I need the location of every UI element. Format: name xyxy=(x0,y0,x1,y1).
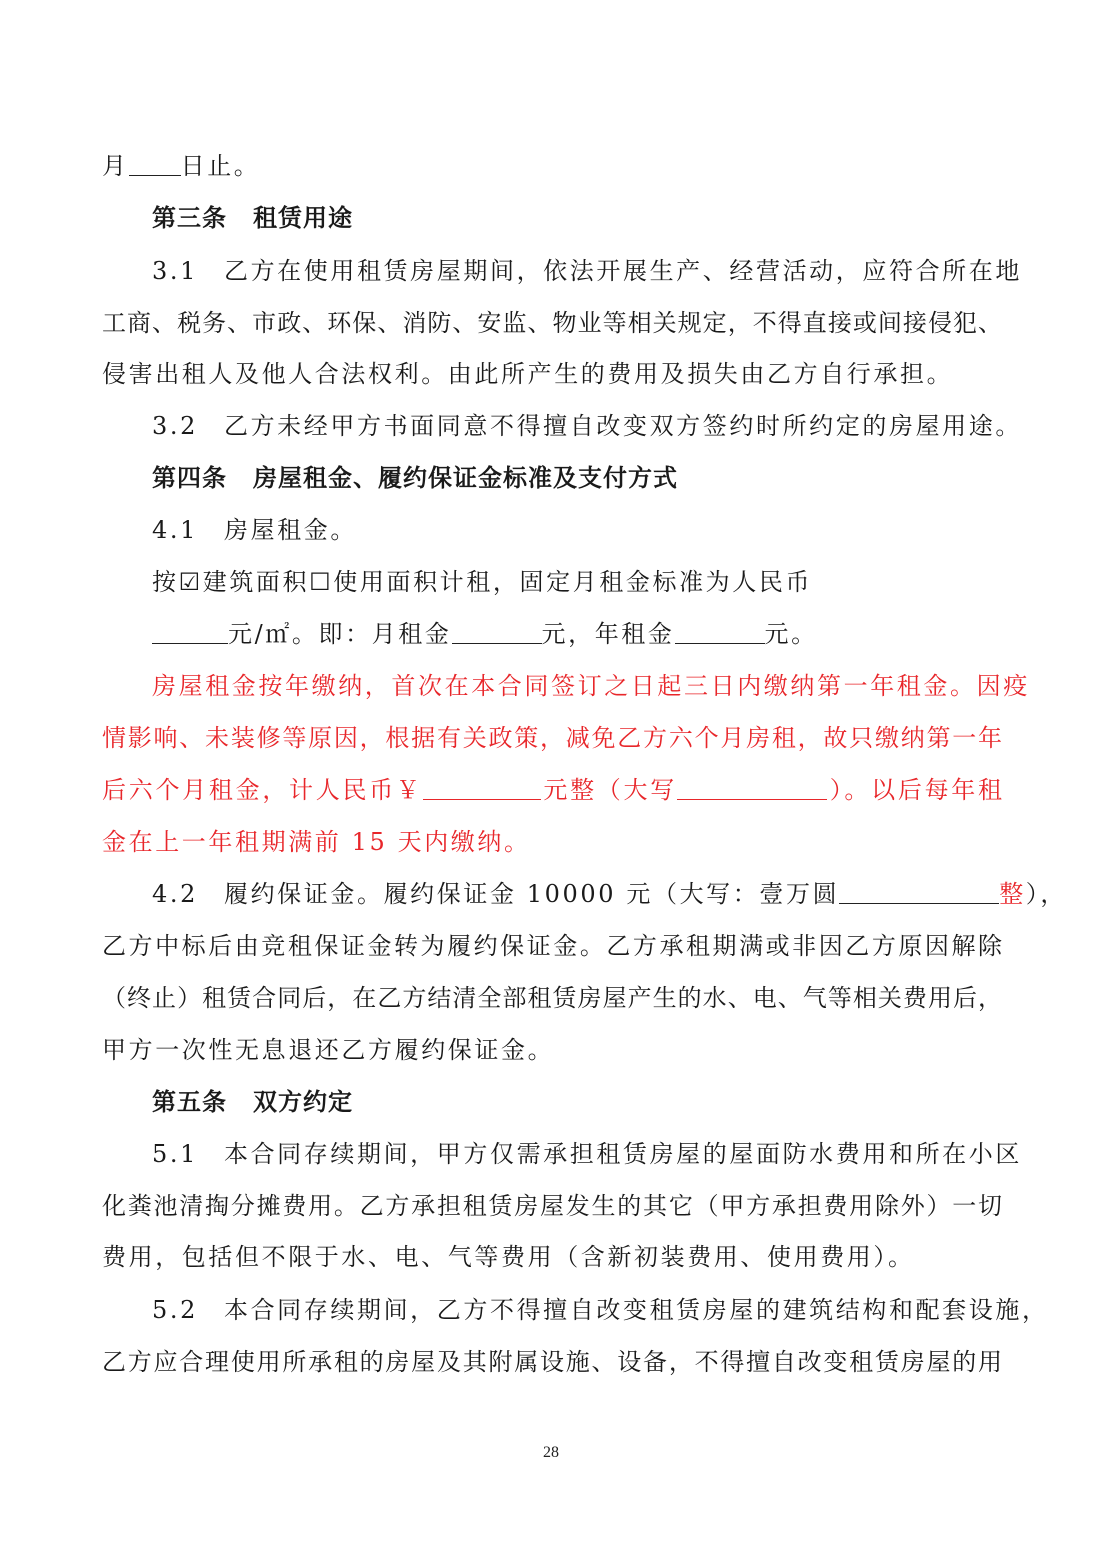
blank-amount xyxy=(423,775,541,800)
text: 建筑面积 xyxy=(202,568,310,596)
article-4-heading xyxy=(152,462,1052,494)
blank-annual-rent xyxy=(675,619,765,644)
article-number: 第五条 xyxy=(152,1087,227,1116)
clause-3-2-line-1 xyxy=(152,410,1022,442)
clause-3-1-line-3: 侵害出租人及他人合法权利。由此所产生的费用及损失由乙方自行承担。 xyxy=(102,360,954,388)
text: 本合同存续期间，甲方仅需承担租赁房屋的屋面防水费用和所在小区 xyxy=(223,1140,1022,1168)
clause-4-2-line-1 xyxy=(152,878,1067,910)
clause-4-2-line-4: 甲方一次性无息退还乙方履约保证金。 xyxy=(102,1036,555,1064)
article-name: 房屋租金、履约保证金标准及支付方式 xyxy=(253,463,678,492)
clause-number: 4.1 xyxy=(152,516,198,544)
clause-number: 3.1 xyxy=(152,257,198,285)
blank-monthly-rent xyxy=(452,619,542,644)
clause-number: 4.2 xyxy=(152,880,198,908)
text: 日止。 xyxy=(180,152,261,180)
text: 按 xyxy=(152,568,179,596)
red-note-line-4: 金在上一年租期满前 15 天内缴纳。 xyxy=(102,828,531,856)
article-3-heading xyxy=(152,202,1052,234)
clause-4-1-line-2 xyxy=(152,566,1052,598)
text: 乙方在使用租赁房屋期间，依法开展生产、经营活动，应符合所在地 xyxy=(223,257,1022,285)
text: 元。 xyxy=(764,620,818,648)
blank-deposit-words xyxy=(839,879,999,904)
clause-3-1-line-1 xyxy=(152,255,1022,287)
text: 房屋租金。 xyxy=(223,516,357,544)
article-5-heading xyxy=(152,1086,1052,1118)
clause-number: 5.2 xyxy=(152,1296,198,1324)
text: 后六个月租金，计人民币￥ xyxy=(102,776,423,804)
blank-amount-in-words xyxy=(677,775,827,800)
clause-3-1-line-2: 工商、税务、市政、环保、消防、安监、物业等相关规定，不得直接或间接侵犯、 xyxy=(102,309,1002,337)
article-name: 双方约定 xyxy=(253,1087,353,1116)
clause-5-1-line-2: 化粪池清掏分摊费用。乙方承担租赁房屋发生的其它（甲方承担费用除外）一切 xyxy=(102,1192,1002,1220)
page-number: 28 xyxy=(543,1444,559,1461)
text: 整 xyxy=(999,880,1026,908)
text: 元整（大写 xyxy=(540,776,677,804)
text: 乙方未经甲方书面同意不得擅自改变双方签约时所约定的房屋用途。 xyxy=(223,412,1022,440)
text: 使用面积计租，固定月租金标准为人民币 xyxy=(333,568,813,596)
text: 月 xyxy=(102,152,129,180)
article-number: 第四条 xyxy=(152,463,227,492)
line-end-date xyxy=(102,150,1002,182)
clause-number: 3.2 xyxy=(152,412,198,440)
text: 履约保证金。履约保证金 10000 元（大写：壹万圆 xyxy=(223,880,840,908)
clause-4-1-line-1 xyxy=(152,514,1052,546)
red-note-line-1: 房屋租金按年缴纳，首次在本合同签订之日起三日内缴纳第一年租金。因疫 xyxy=(152,672,1030,700)
red-note-line-3 xyxy=(102,774,1002,806)
clause-number: 5.1 xyxy=(152,1140,198,1168)
clause-4-2-line-3: （终止）租赁合同后，在乙方结清全部租赁房屋产生的水、电、气等相关费用后， xyxy=(102,984,1002,1012)
article-number: 第三条 xyxy=(152,203,227,232)
unchecked-checkbox-icon: ☐ xyxy=(309,568,334,596)
clause-5-1-line-1 xyxy=(152,1138,1022,1170)
clause-5-2-line-2: 乙方应合理使用所承租的房屋及其附属设施、设备，不得擅自改变租赁房屋的用 xyxy=(102,1348,1002,1376)
article-name: 租赁用途 xyxy=(253,203,353,232)
clause-5-2-line-1 xyxy=(152,1294,1049,1326)
text: 元，年租金 xyxy=(541,620,675,648)
text: ）， xyxy=(1025,880,1067,908)
text: 本合同存续期间，乙方不得擅自改变租赁房屋的建筑结构和配套设施， xyxy=(223,1296,1049,1324)
clause-4-2-line-2: 乙方中标后由竞租保证金转为履约保证金。乙方承租期满或非因乙方原因解除 xyxy=(102,932,1002,960)
red-note-line-2: 情影响、未装修等原因，根据有关政策，减免乙方六个月房租，故只缴纳第一年 xyxy=(102,724,1002,752)
blank-day xyxy=(129,151,181,176)
text: ）。以后每年租 xyxy=(826,776,1003,804)
clause-4-1-line-3 xyxy=(152,618,1052,650)
checked-checkbox-icon: ☑ xyxy=(178,568,203,596)
clause-5-1-line-3: 费用，包括但不限于水、电、气等费用（含新初装费用、使用费用）。 xyxy=(102,1243,915,1271)
blank-unit-price xyxy=(152,619,228,644)
text: 元/㎡。即：月租金 xyxy=(228,620,452,648)
